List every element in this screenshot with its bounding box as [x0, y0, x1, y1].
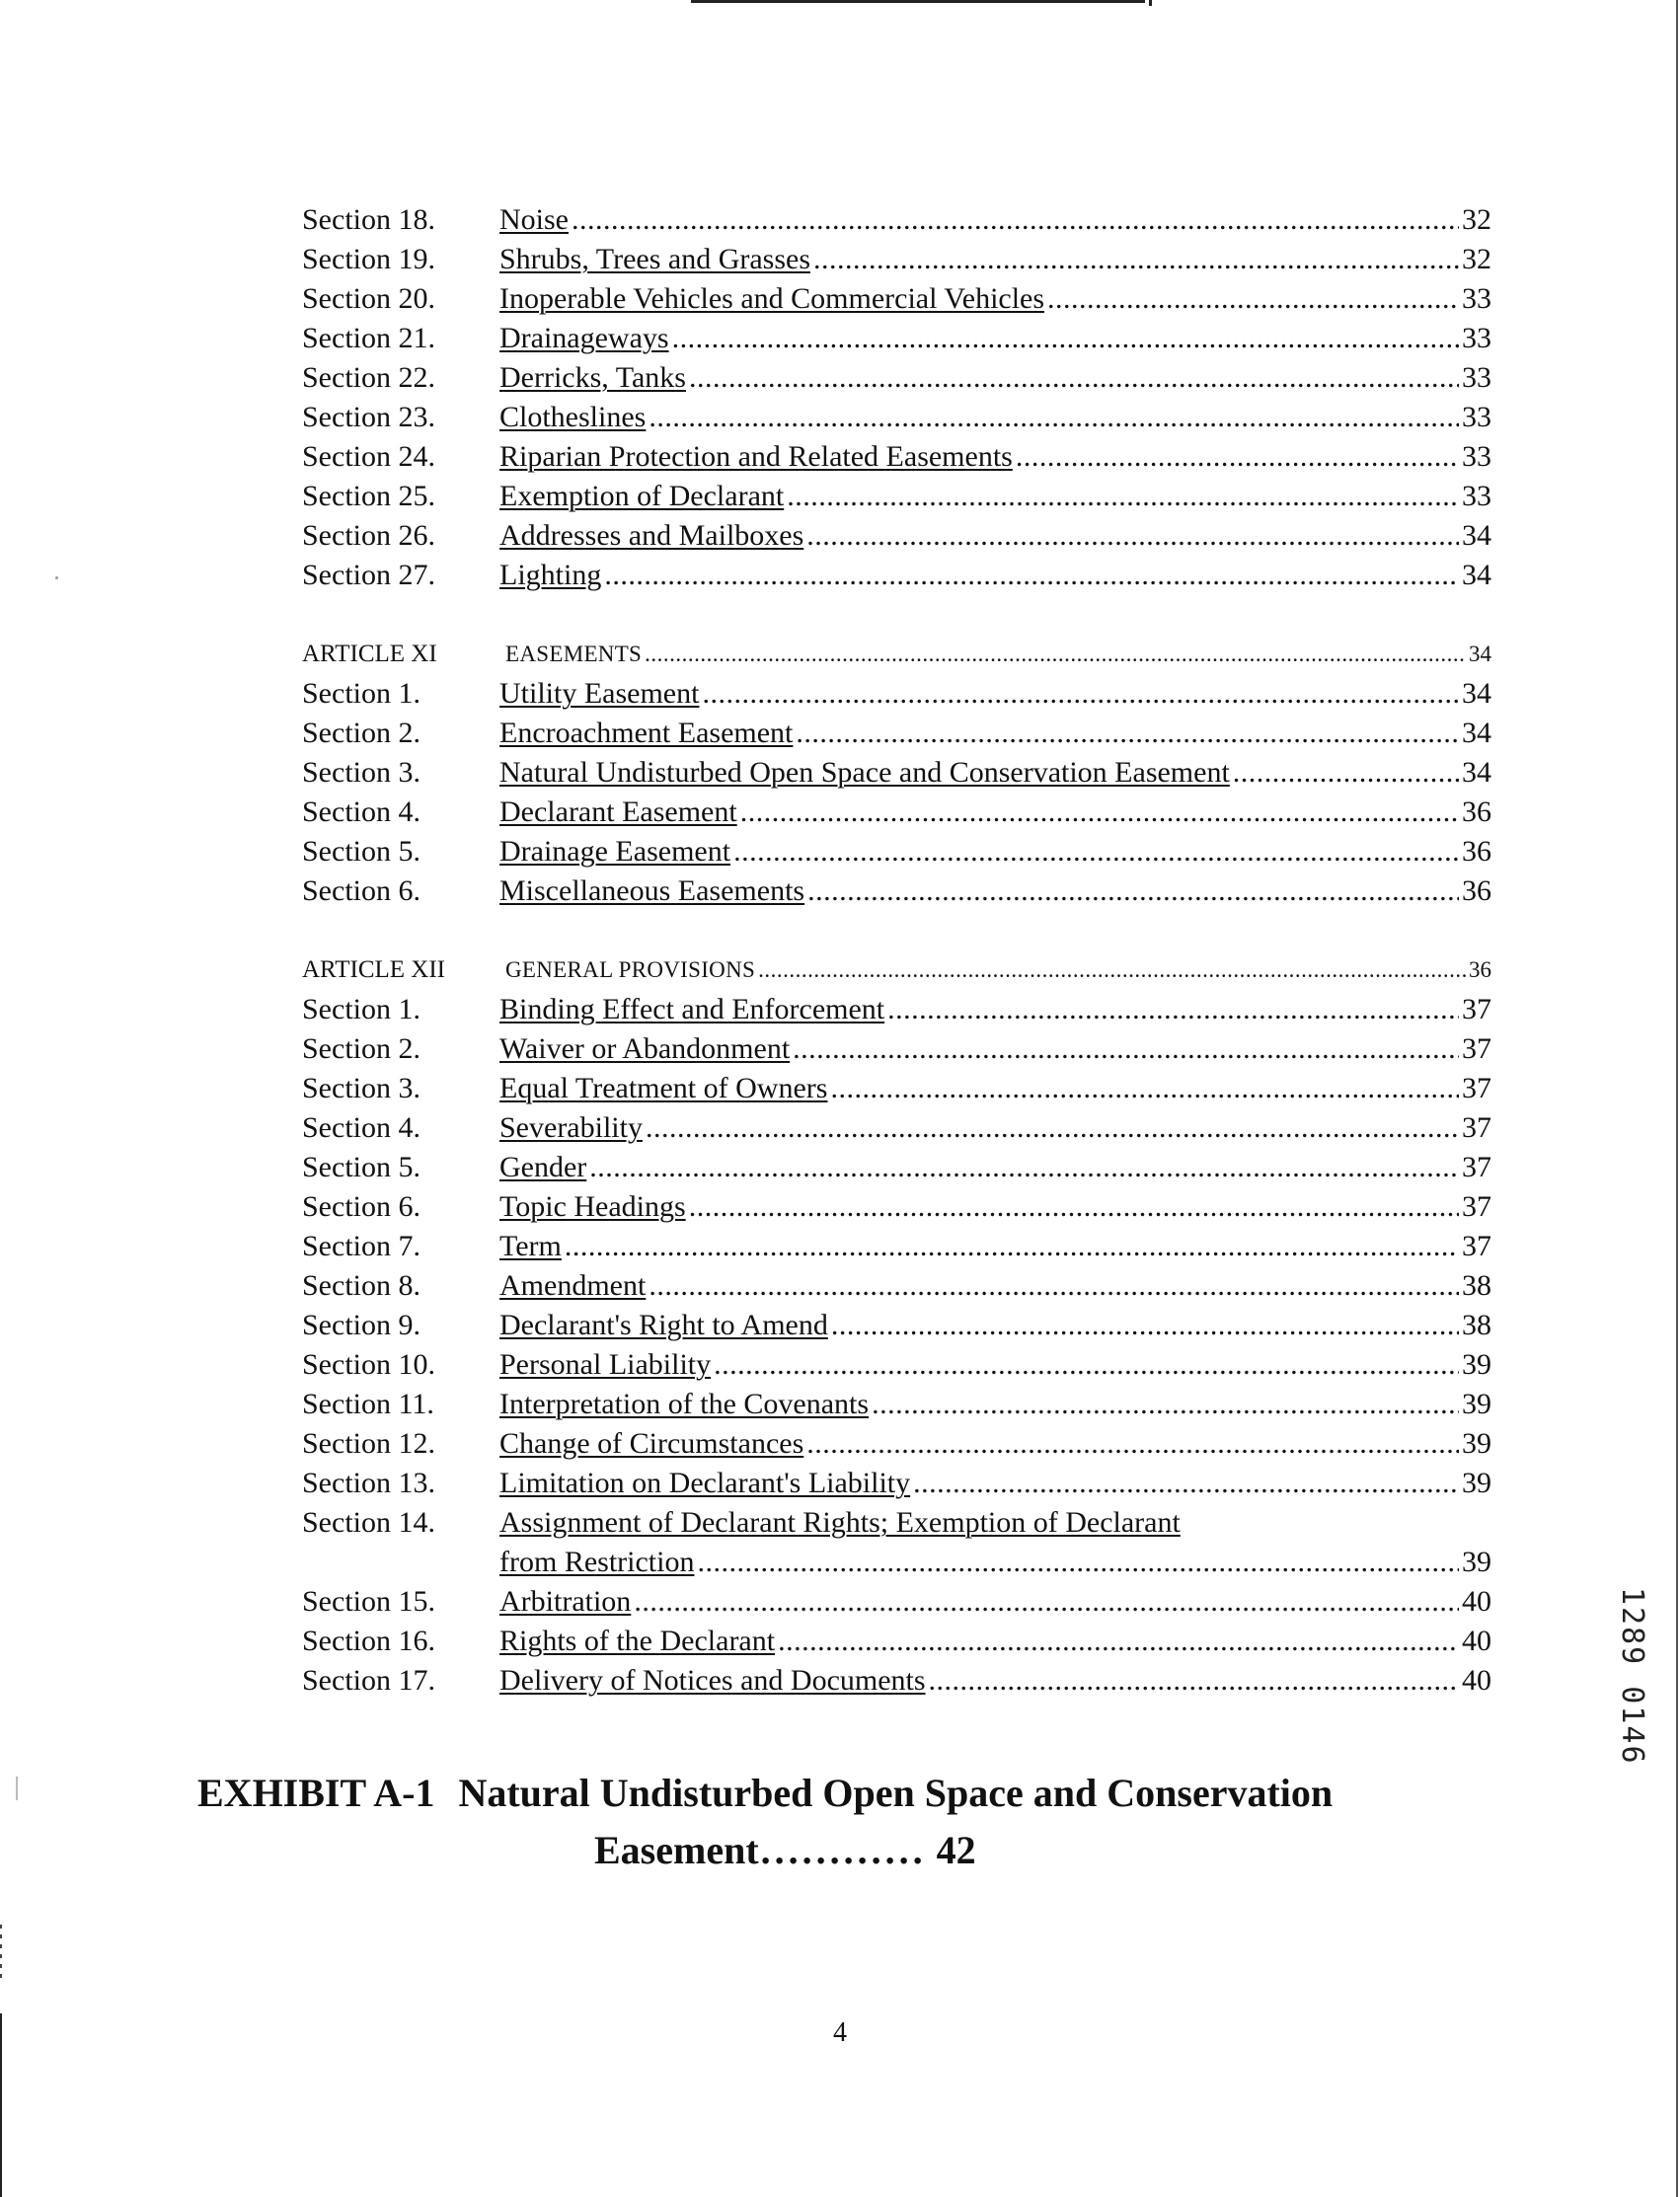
toc-row: [302, 1108, 1491, 1148]
page-number: 4: [833, 2017, 847, 2048]
section-title: Derricks, Tanks: [499, 361, 686, 394]
leader-dots: [649, 398, 1459, 437]
section-page-number: 36: [1462, 795, 1491, 828]
article-heading-xii: [302, 950, 1491, 990]
toc-row: [302, 398, 1491, 437]
section-label: Section 1.: [302, 677, 420, 710]
toc-row: [302, 1385, 1491, 1424]
section-title: Arbitration: [499, 1585, 632, 1618]
section-page-number: 39: [1462, 1388, 1491, 1420]
leader-dots: [646, 1108, 1459, 1148]
section-page-number: 34: [1462, 756, 1491, 789]
section-page-number: 37: [1462, 1230, 1491, 1262]
leader-dots: [565, 1227, 1459, 1266]
section-page-number: 36: [1462, 835, 1491, 868]
toc-row: [302, 1029, 1491, 1069]
toc-row: [302, 753, 1491, 793]
toc-row-section-14: [302, 1503, 1491, 1543]
section-title: Gender: [499, 1151, 587, 1183]
leader-dots: [778, 1622, 1459, 1661]
section-page-number: 37: [1462, 1190, 1491, 1223]
section-label: ARTICLE XI: [302, 641, 437, 667]
leader-dots: [702, 674, 1459, 714]
toc-row-section-14-cont: [302, 1543, 1491, 1582]
section-title: Binding Effect and Enforcement: [499, 993, 885, 1025]
section-title-line2: from Restriction: [499, 1546, 695, 1578]
exhibit-entry: [197, 1765, 1540, 1879]
section-title: Topic Headings: [499, 1190, 686, 1223]
scan-artifact-mark: [16, 1777, 18, 1800]
leader-dots: [740, 793, 1459, 832]
section-title: Miscellaneous Easements: [499, 874, 805, 907]
toc-row: [302, 1345, 1491, 1385]
section-title: Inoperable Vehicles and Commercial Vehicles: [499, 282, 1045, 315]
section-page-number: 34: [1462, 559, 1491, 591]
section-label: Section 2.: [302, 717, 420, 749]
section-label: Section 20.: [302, 282, 435, 315]
section-label: Section 26.: [302, 519, 435, 552]
toc-row: [302, 793, 1491, 832]
toc-row: [302, 1582, 1491, 1622]
section-title: Addresses and Mailboxes: [499, 519, 804, 552]
section-page-number: 40: [1462, 1585, 1491, 1618]
section-label: Section 23.: [302, 401, 435, 433]
section-page-number: 38: [1462, 1269, 1491, 1302]
section-page-number: 33: [1462, 361, 1491, 394]
section-label: Section 27.: [302, 559, 435, 591]
section-page-number: 33: [1462, 282, 1491, 315]
toc-row: [302, 1227, 1491, 1266]
section-title: Noise: [499, 203, 569, 236]
toc-row: [302, 358, 1491, 398]
section-title: Drainage Easement: [499, 835, 731, 868]
section-label: Section 15.: [302, 1585, 435, 1618]
toc-row: [302, 1148, 1491, 1187]
section-page-number: 36: [1469, 957, 1491, 982]
section-page-number: 40: [1462, 1625, 1491, 1657]
section-page-number: 39: [1462, 1467, 1491, 1499]
section-title: Exemption of Declarant: [499, 480, 785, 512]
leader-dots: [913, 1464, 1459, 1503]
leader-dots: [1233, 753, 1459, 793]
leader-dots: [672, 319, 1459, 358]
leader-dots: [787, 477, 1459, 516]
section-title: Change of Circumstances: [499, 1427, 804, 1460]
section-page-number: 37: [1462, 1072, 1491, 1104]
scan-artifact-dot: [55, 576, 58, 579]
leader-dots: [604, 556, 1459, 595]
section-page-number: 39: [1462, 1348, 1491, 1381]
exhibit-label: EXHIBIT A-1: [197, 1771, 435, 1815]
section-page-number: 39: [1462, 1546, 1491, 1578]
leader-dots: [634, 1582, 1459, 1622]
section-page-number: 34: [1462, 519, 1491, 552]
section-label: Section 1.: [302, 993, 420, 1025]
section-title: Term: [499, 1230, 562, 1262]
section-title: Lighting: [499, 559, 602, 591]
section-label: Section 16.: [302, 1625, 435, 1657]
section-label: Section 12.: [302, 1427, 435, 1460]
section-page-number: 33: [1462, 440, 1491, 473]
section-title: Natural Undisturbed Open Space and Conservation Easement: [499, 756, 1230, 789]
section-label: Section 11.: [302, 1388, 434, 1420]
table-of-contents: [302, 200, 1491, 1701]
section-title: Drainageways: [499, 322, 669, 354]
scan-artifact-right-edge: [1676, 0, 1678, 2197]
section-page-number: 34: [1462, 677, 1491, 710]
leader-dots: [689, 358, 1459, 398]
section-label: Section 13.: [302, 1467, 435, 1499]
section-page-number: 40: [1462, 1664, 1491, 1697]
exhibit-page: 42: [936, 1828, 976, 1872]
exhibit-title-line1: Natural Undisturbed Open Space and Conservation: [458, 1771, 1334, 1815]
section-label: Section 17.: [302, 1664, 435, 1697]
section-label: Section 6.: [302, 874, 420, 907]
section-title: Delivery of Notices and Documents: [499, 1664, 926, 1697]
scan-artifact-top-tick: [1149, 0, 1152, 6]
section-label: Section 22.: [302, 361, 435, 394]
leader-dots: [689, 1187, 1459, 1227]
leader-dots: [831, 1306, 1459, 1345]
leader-dots: [697, 1543, 1459, 1582]
section-label: Section 6.: [302, 1190, 420, 1223]
toc-row: [302, 279, 1491, 319]
section-title: Equal Treatment of Owners: [499, 1072, 828, 1104]
section-title: Severability: [499, 1111, 643, 1144]
toc-row: [302, 477, 1491, 516]
leader-dots: [872, 1385, 1459, 1424]
exhibit-leader-dots: ............: [760, 1828, 927, 1872]
section-title: Personal Liability: [499, 1348, 712, 1381]
section-label: Section 19.: [302, 243, 435, 275]
section-page-number: 32: [1462, 203, 1491, 236]
section-label: Section 18.: [302, 203, 435, 236]
section-page-number: 32: [1462, 243, 1491, 275]
toc-row: [302, 240, 1491, 279]
section-label: Section 25.: [302, 480, 435, 512]
section-label: Section 4.: [302, 795, 420, 828]
section-title: Utility Easement: [499, 677, 700, 710]
section-page-number: 38: [1462, 1309, 1491, 1341]
section-page-number: 33: [1462, 322, 1491, 354]
leader-dots: [813, 240, 1459, 279]
leader-dots: [807, 871, 1459, 911]
toc-row: [302, 556, 1491, 595]
section-title: Interpretation of the Covenants: [499, 1388, 870, 1420]
section-title-line1: Assignment of Declarant Rights; Exemption of Declarant: [499, 1506, 1181, 1539]
section-label: Section 24.: [302, 440, 435, 473]
exhibit-title-line2: Easement: [594, 1828, 759, 1872]
section-label: Section 21.: [302, 322, 435, 354]
section-page-number: 37: [1462, 1151, 1491, 1183]
scan-artifact-left-dashes: [0, 1925, 2, 1984]
section-label: Section 5.: [302, 835, 420, 868]
section-page-number: 33: [1462, 401, 1491, 433]
section-title: Declarant Easement: [499, 795, 737, 828]
toc-row: [302, 990, 1491, 1029]
toc-row: [302, 1424, 1491, 1464]
section-title: Declarant's Right to Amend: [499, 1309, 828, 1341]
toc-row: [302, 1622, 1491, 1661]
side-stamp-number: 1289 0146: [1615, 1587, 1649, 1766]
leader-dots: [758, 950, 1466, 990]
leader-dots: [929, 1661, 1459, 1701]
section-page-number: 33: [1462, 480, 1491, 512]
section-label: ARTICLE XII: [302, 956, 445, 983]
leader-dots: [572, 200, 1459, 240]
section-page-number: 37: [1462, 1032, 1491, 1065]
section-page-number: 37: [1462, 993, 1491, 1025]
section-title: Clotheslines: [499, 401, 647, 433]
section-page-number: 36: [1462, 874, 1491, 907]
leader-dots: [830, 1069, 1459, 1108]
toc-row: [302, 871, 1491, 911]
section-label: Section 10.: [302, 1348, 435, 1381]
section-title: Amendment: [499, 1269, 647, 1302]
leader-dots: [733, 832, 1459, 871]
toc-row: [302, 200, 1491, 240]
section-title: Encroachment Easement: [499, 717, 794, 749]
leader-dots: [806, 516, 1459, 556]
section-title: Riparian Protection and Related Easements: [499, 440, 1013, 473]
toc-row: [302, 714, 1491, 753]
leader-dots: [649, 1266, 1459, 1306]
leader-dots: [645, 635, 1466, 674]
leader-dots: [793, 1029, 1459, 1069]
toc-row: [302, 674, 1491, 714]
scan-artifact-top-line: [691, 0, 1145, 3]
section-title: Waiver or Abandonment: [499, 1032, 791, 1065]
toc-row: [302, 1464, 1491, 1503]
section-title: GENERAL PROVISIONS: [505, 957, 756, 982]
section-label: Section 14.: [302, 1506, 435, 1539]
section-title: Rights of the Declarant: [499, 1625, 776, 1657]
article-heading-xi: [302, 635, 1491, 674]
section-title: Shrubs, Trees and Grasses: [499, 243, 810, 275]
toc-row: [302, 437, 1491, 477]
section-label: Section 8.: [302, 1269, 420, 1302]
section-page-number: 34: [1462, 717, 1491, 749]
section-label: Section 4.: [302, 1111, 420, 1144]
toc-row: [302, 1661, 1491, 1701]
section-title: Limitation on Declarant's Liability: [499, 1467, 911, 1499]
toc-row: [302, 1069, 1491, 1108]
section-title: EASEMENTS: [505, 642, 643, 666]
section-page-number: 37: [1462, 1111, 1491, 1144]
toc-row: [302, 1266, 1491, 1306]
section-label: Section 3.: [302, 1072, 420, 1104]
section-label: Section 7.: [302, 1230, 420, 1262]
toc-row: [302, 516, 1491, 556]
leader-dots: [714, 1345, 1459, 1385]
leader-dots: [806, 1424, 1459, 1464]
toc-row: [302, 832, 1491, 871]
leader-dots: [796, 714, 1459, 753]
leader-dots: [1016, 437, 1459, 477]
section-label: Section 3.: [302, 756, 420, 789]
leader-dots: [589, 1148, 1459, 1187]
toc-row: [302, 1306, 1491, 1345]
section-page-number: 34: [1469, 642, 1491, 666]
leader-dots: [1047, 279, 1459, 319]
section-label: Section 2.: [302, 1032, 420, 1065]
section-label: Section 9.: [302, 1309, 420, 1341]
toc-row: [302, 319, 1491, 358]
toc-row: [302, 1187, 1491, 1227]
leader-dots: [887, 990, 1459, 1029]
section-page-number: 39: [1462, 1427, 1491, 1460]
section-label: Section 5.: [302, 1151, 420, 1183]
